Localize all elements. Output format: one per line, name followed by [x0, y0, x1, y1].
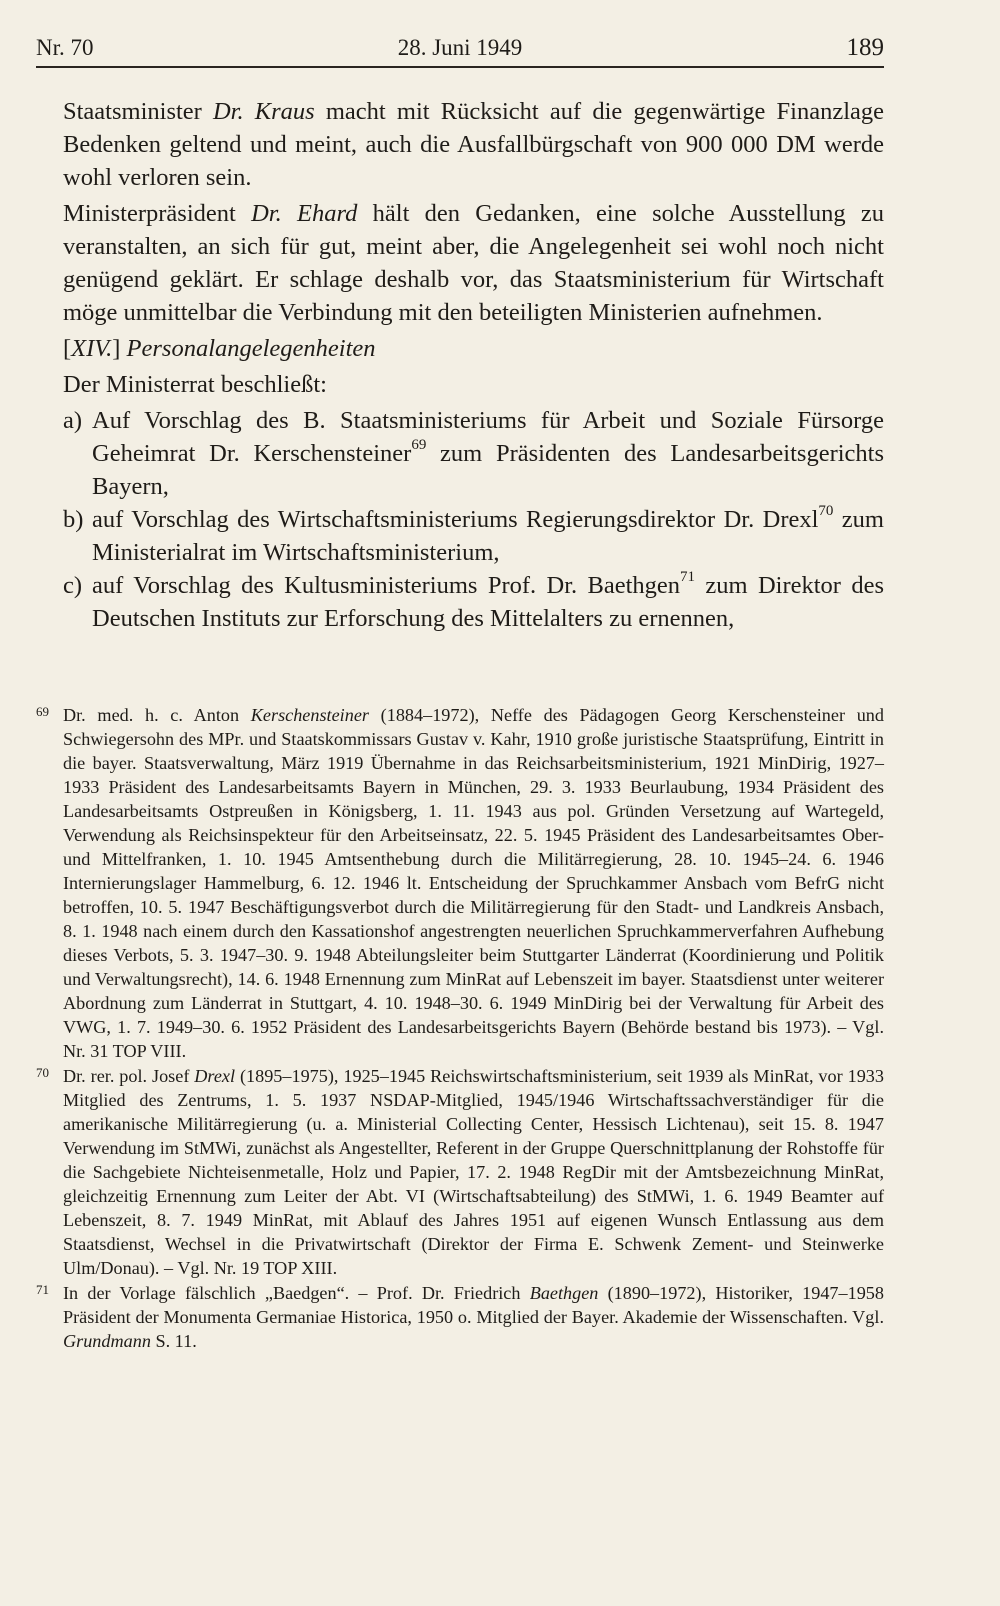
- footnote-text: [63, 703, 884, 1063]
- footnote-71: [36, 1281, 884, 1353]
- title-italic: Dr.: [212, 98, 244, 125]
- text-run: Dr. rer. pol. Josef: [63, 1066, 195, 1086]
- list-item: [63, 503, 884, 569]
- header-date: 28. Juni 1949: [397, 35, 523, 60]
- text-run: zum Präsidenten des Landesarbeitsgerichts Bayern,: [92, 440, 884, 500]
- text-run: auf Vorschlag des Kultusministeriums Prof. Dr. Baethgen: [92, 572, 681, 599]
- person-name-italic: Ehard: [297, 200, 358, 227]
- text-run: zum Ministerialrat im Wirtschaftsministerium,: [92, 506, 884, 566]
- list-item-text: [92, 569, 884, 635]
- text-run: Ministerpräsident: [63, 200, 252, 227]
- paragraph-kraus: [63, 95, 884, 194]
- text-run: Dr. med. h. c. Anton: [63, 705, 251, 725]
- person-name-italic: Drexl: [194, 1066, 236, 1086]
- text-run: (1884–1972), Neffe des Pädagogen Georg Kerschensteiner und Schwiegersohn des MPr. und Staatskommissars Gustav v. Kahr, 1910 große juristische Staatsprüfung, Eintritt in die bayer. Staatsverwaltung, März 1919 Übernahme in das Reichsarbeitsministerium, 1921 MinDirig, 1927–1933 Präsident des Landesarbeitsamts Bayern in München, 29. 3. 1933 Beurlaubung, 1934 Präsident des Landesarbeitsamts Ostpreußen in Königsberg, 1. 11. 1943 aus pol. Gründen Versetzung auf Wartegeld, Verwendung als Reichsinspekteur für den Arbeitseinsatz, 22. 5. 1945 Präsident des Landesarbeitsamtes Ober- und Mittelfranken, 1. 10. 1945 Amtsenthebung durch die Militärregierung, 28. 10. 1945–24. 6. 1946 Internierungslager Hammelburg, 6. 12. 1946 lt. Entscheidung der Spruchkammer Ansbach vom BefrG nicht betroffen, 10. 5. 1947 Beschäftigungsverbot durch die Militärregierung für den Stadt- und Landkreis Ansbach, 8. 1. 1948 nach einem durch den Kassationshof angestrengten neuerlichen Spruchkammerverfahren Aufhebung dieses Verbots, 5. 3. 1947–30. 9. 1948 Abteilungsleiter beim Stuttgarter Länderrat (Koordinierung und Politik und Verwaltungsrecht), 14. 6. 1948 Ernennung zum MinRat auf Lebenszeit im bayer. Staatsdienst unter weiterer Abordnung zum Länderrat in Stuttgart, 4. 10. 1948–30. 6. 1949 MinDirig bei der Verwaltung für Arbeit des VWG, 1. 7. 1949–30. 6. 1952 Präsident des Landesarbeitsgerichts Bayern (Behörde bestand bis 1973). – Vgl. Nr. 31 TOP VIII.: [63, 705, 884, 1061]
- header-rule: [36, 66, 884, 68]
- author-citation-italic: Grundmann: [63, 1331, 151, 1351]
- page-number: 189: [846, 34, 884, 61]
- text-run: macht mit Rücksicht auf die gegenwärtige Finanzlage Bedenken geltend und meint, auch die Ausfallbürgschaft von 900 000 DM werde wohl verloren sein.: [63, 98, 885, 191]
- person-name-italic: Baethgen: [529, 1283, 599, 1303]
- text-run: hält den Gedanken, eine solche Ausstellung zu veranstalten, an sich für gut, meint aber, die Angelegenheit sei wohl noch nicht genügend geklärt. Er schlage deshalb vor, das Staatsministerium für Wirtschaft möge unmittelbar die Verbindung mit den beteiligten Ministerien aufnehmen.: [63, 200, 885, 326]
- text-run: auf Vorschlag des Wirtschaftsministeriums Regierungsdirektor Dr. Drexl: [92, 506, 819, 533]
- text-run: (1890–1972), Historiker, 1947–1958 Präsident der Monumenta Germaniae Historica, 1950 o. Mitglied der Bayer. Akademie der Wissenschaften. Vgl.: [63, 1283, 884, 1327]
- main-text: [63, 95, 884, 635]
- list-item: [63, 404, 884, 503]
- section-number: XIV.: [71, 335, 113, 362]
- footnote-number: 69: [36, 704, 49, 719]
- list-item: [63, 569, 884, 635]
- list-item-label: a): [63, 407, 83, 434]
- footnotes: [36, 703, 884, 1354]
- person-name-italic: Kraus: [254, 98, 315, 125]
- section-title: Personalangelegenheiten: [126, 335, 376, 362]
- text-run: (1895–1975), 1925–1945 Reichswirtschaftsministerium, seit 1939 als MinRat, vor 1933 Mitglied des Zentrums, 1. 5. 1937 NSDAP-Mitglied, 1945/1946 Wirtschaftssachverständiger für die amerikanische Militärregierung (u. a. Ministerial Collecting Center, Hessisch Lichtenau), seit 15. 8. 1947 Verwendung im StMWi, zunächst als Angestellter, Referent in der Gruppe Querschnittplanung der Rohstoffe für die Sachgebiete Nichteisenmetalle, Holz und Papier, 17. 2. 1948 RegDir mit der Amtsbezeichnung MinRat, gleichzeitig Ernennung zum Leiter der Abt. VI (Wirtschaftsabteilung) des StMWi, 1. 6. 1949 Beamter auf Lebenszeit, 8. 7. 1949 MinRat, mit Ablauf des Jahres 1951 auf eigenen Wunsch Entlassung aus dem Staatsdienst, Wechsel in die Privatwirtschaft (Direktor der Firma E. Schwenk Zement- und Steinwerke Ulm/Donau). – Vgl. Nr. 19 TOP XIII.: [63, 1066, 884, 1278]
- footnote-number: 70: [36, 1065, 49, 1080]
- section-heading: [63, 332, 884, 365]
- resolution-intro: Der Ministerrat beschließt:: [63, 371, 327, 398]
- person-name-italic: Kerschensteiner: [250, 705, 369, 725]
- list-item-label: c): [63, 572, 83, 599]
- text-run: [244, 98, 255, 125]
- bracket-open: [: [63, 335, 72, 362]
- document-number: Nr. 70: [36, 35, 94, 60]
- footnote-text: [63, 1064, 884, 1280]
- text-run: S. 11.: [150, 1331, 197, 1351]
- footnote-ref[interactable]: 70: [818, 502, 834, 519]
- footnote-ref[interactable]: 69: [411, 436, 427, 453]
- text-run: Staatsminister: [63, 98, 213, 125]
- footnote-ref[interactable]: 71: [680, 568, 696, 585]
- bracket-close: ]: [112, 335, 127, 362]
- footnote-number: 71: [36, 1282, 49, 1297]
- text-run: Auf Vorschlag des B. Staatsministeriums für Arbeit und Soziale Fürsorge Geheimrat Dr. Kerschensteiner: [92, 407, 884, 467]
- list-item-label: b): [63, 506, 84, 533]
- list-item-text: [92, 503, 884, 569]
- running-header: [36, 30, 884, 66]
- footnote-text: [63, 1281, 884, 1353]
- title-italic: Dr.: [251, 200, 282, 227]
- footnote-69: [36, 703, 884, 1063]
- text-run: [282, 200, 297, 227]
- text-run: In der Vorlage fälschlich „Baedgen“. – Prof. Dr. Friedrich: [63, 1283, 530, 1303]
- list-item-text: [92, 404, 884, 503]
- text-run: zum Direktor des Deutschen Instituts zur Erforschung des Mittelalters zu ernennen,: [92, 572, 884, 632]
- footnote-70: [36, 1064, 884, 1280]
- paragraph-ehard: [63, 197, 884, 329]
